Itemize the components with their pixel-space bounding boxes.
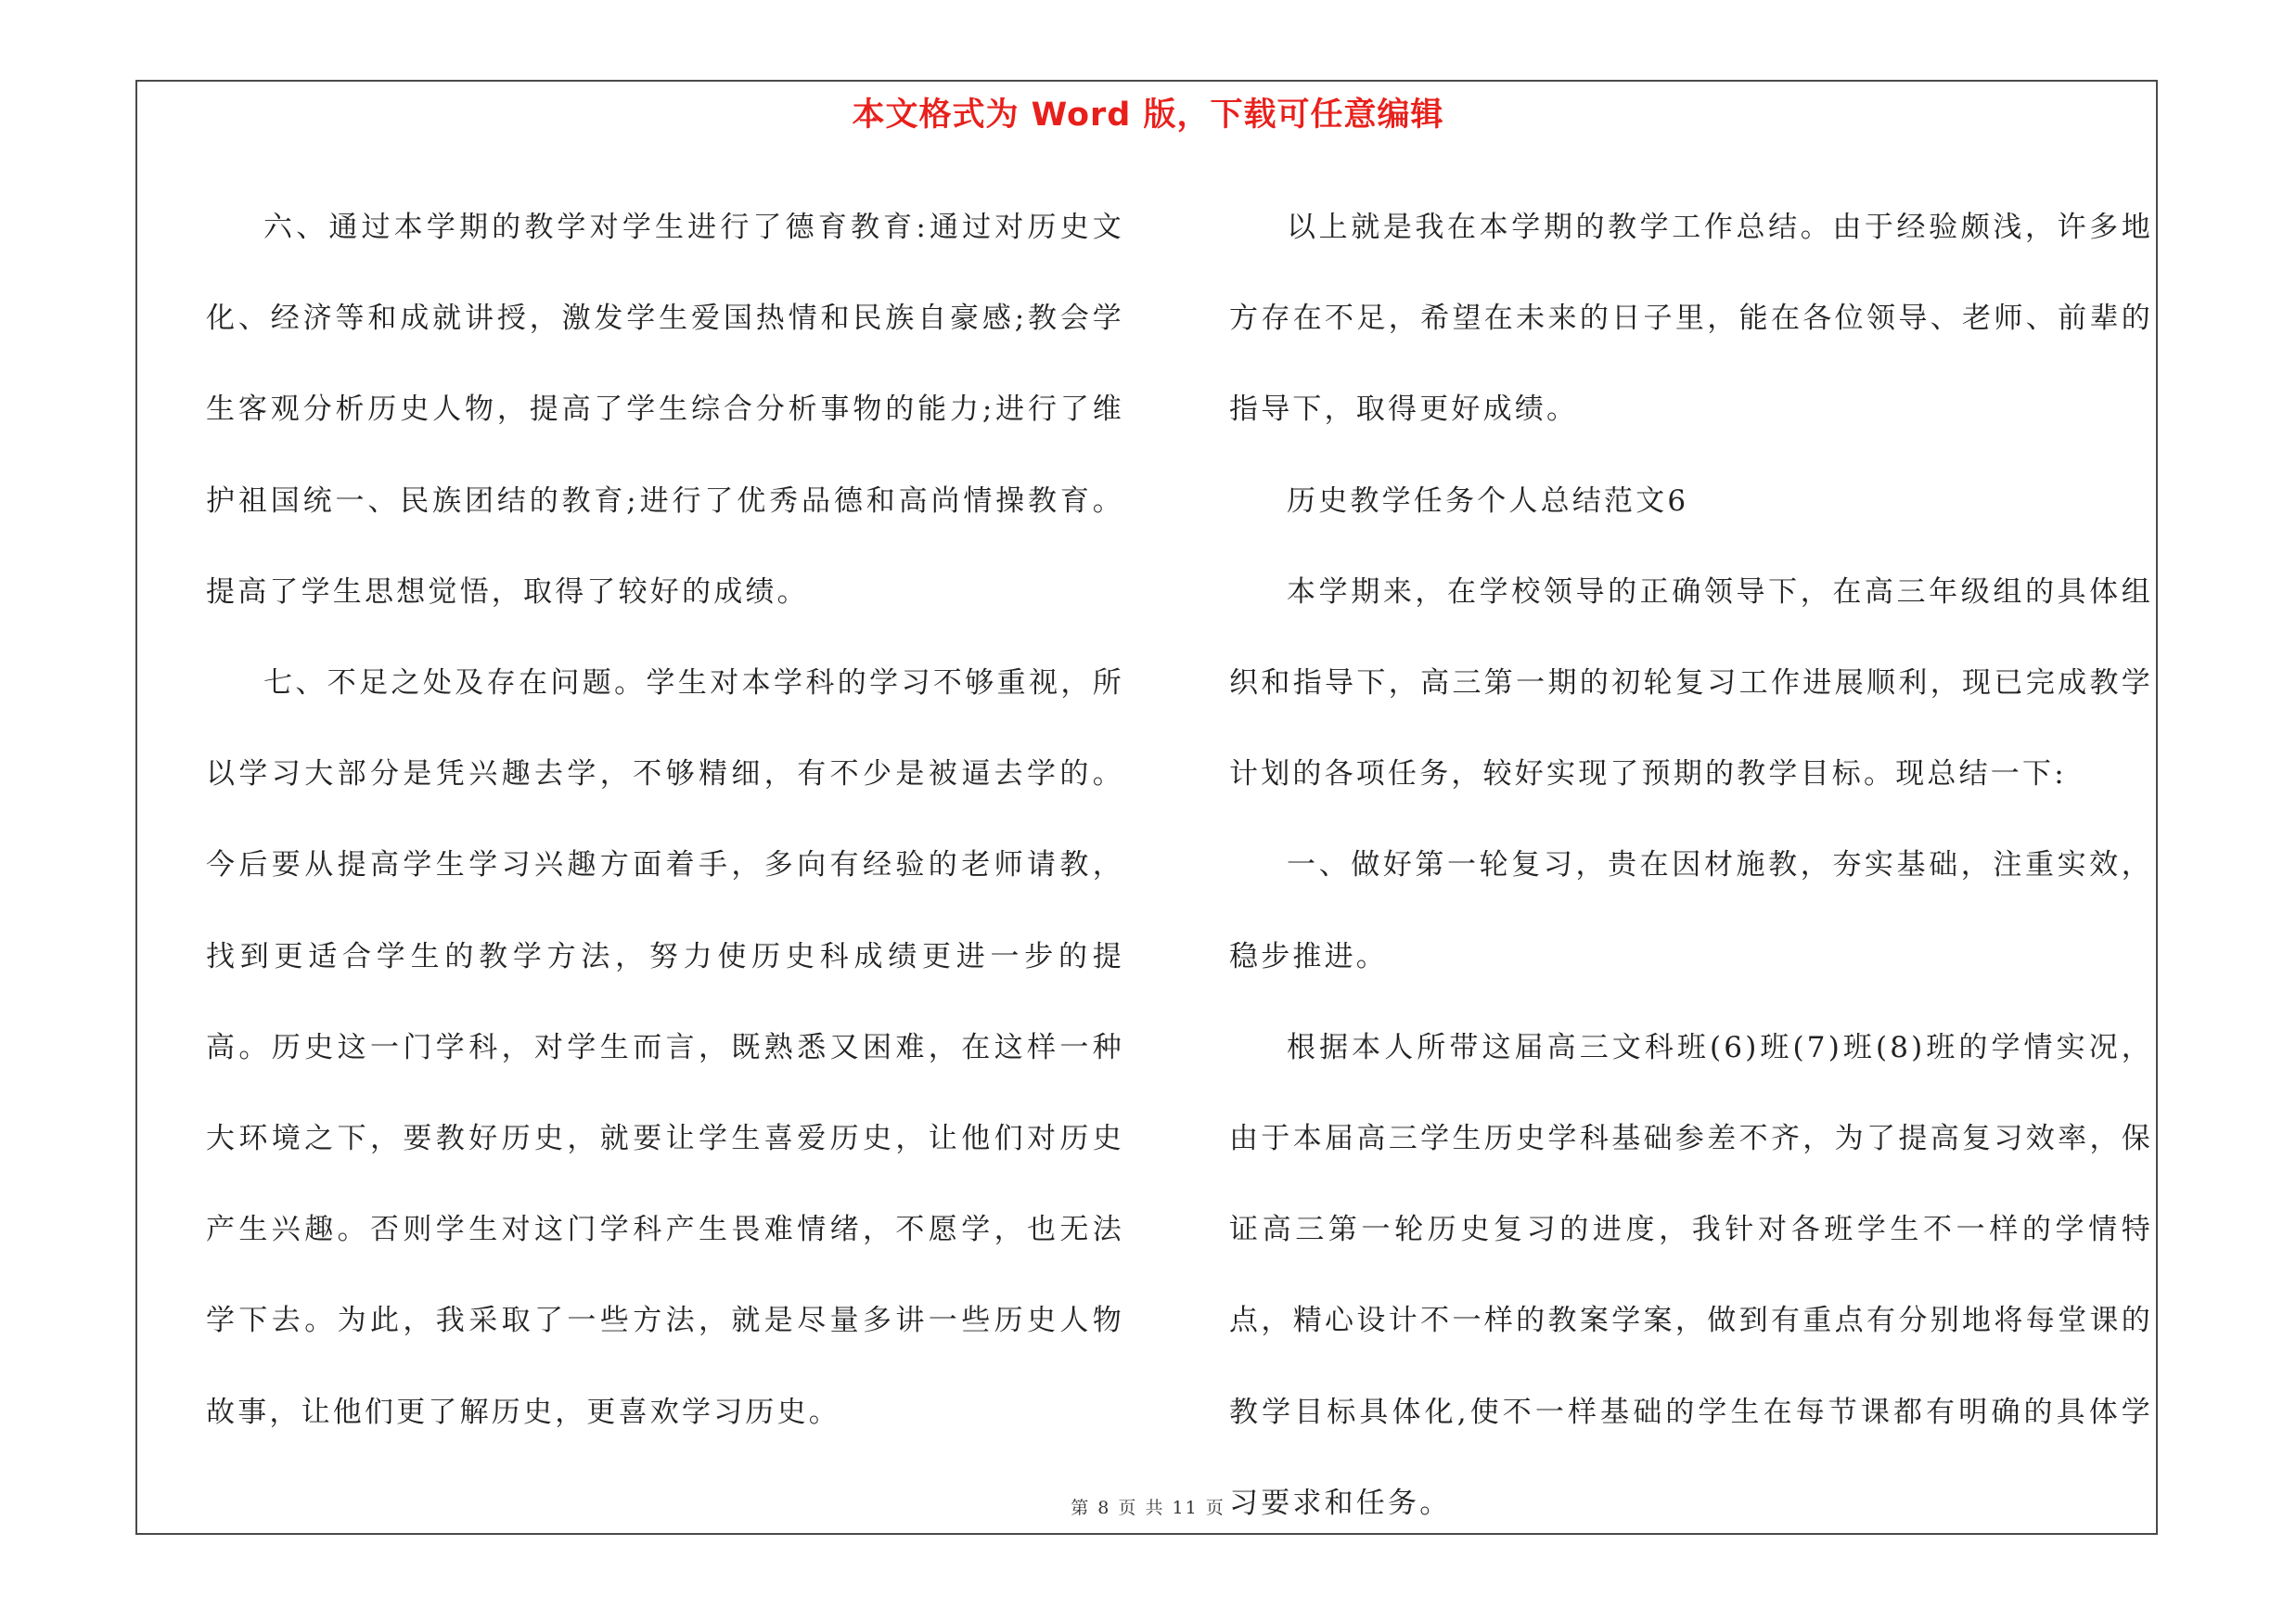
right-paragraph-2: 本学期来，在学校领导的正确领导下，在高三年级组的具体组织和指导下，高三第一期的初轮复习工作进展顺利，现已完成教学计划的各项任务，较好实现了预期的教学目标。现总结一下: (1229, 574, 2153, 792)
left-paragraph-1: 六、通过本学期的教学对学生进行了德育教育:通过对历史文化、经济等和成就讲授，激发学生爱国热情和民族自豪感;教会学生客观分析历史人物，提高了学生综合分析事物的能力;进行了维护祖国统一、民族团结的教育;进行了优秀品德和高尚情操教育。提高了学生思想觉悟，取得了较好的成绩。 (206, 211, 1124, 609)
right-paragraph-4: 根据本人所带这届高三文科班(6)班(7)班(8)班的学情实况，由于本届高三学生历史学科基础参差不齐，为了提高复习效率，保证高三第一轮历史复习的进度，我针对各班学生不一样的学情特点，精心设计不一样的教案学案，做到有重点有分别地将每堂课的教学目标具体化,使不一样基础的学生在每节课都有明确的具体学习要求和任务。 (1229, 1030, 2153, 1520)
page-number-footer: 第 8 页 共 11 页 (1071, 1498, 1225, 1518)
right-paragraph-3: 一、做好第一轮复习，贵在因材施教，夯实基础，注重实效，稳步推进。 (1229, 848, 2153, 973)
left-column (206, 182, 1124, 1458)
right-section-heading: 历史教学任务个人总结范文6 (1287, 483, 1689, 518)
document-header-notice: 本文格式为 Word 版，下载可任意编辑 (852, 97, 1444, 134)
left-paragraph-2: 七、不足之处及存在问题。学生对本学科的学习不够重视，所以学习大部分是凭兴趣去学，不够精细，有不少是被逼去学的。今后要从提高学生学习兴趣方面着手，多向有经验的老师请教，找到更适合学生的教学方法，努力使历史科成绩更进一步的提高。历史这一门学科，对学生而言，既熟悉又困难，在这样一种大环境之下，要教好历史，就要让学生喜爱历史，让他们对历史产生兴趣。否则学生对这门学科产生畏难情绪，不愿学，也无法学下去。为此，我采取了一些方法，就是尽量多讲一些历史人物故事，让他们更了解历史，更喜欢学习历史。 (206, 666, 1124, 1429)
right-paragraph-1: 以上就是我在本学期的教学工作总结。由于经验颇浅，许多地方存在不足，希望在未来的日子里，能在各位领导、老师、前辈的指导下，取得更好成绩。 (1229, 211, 2153, 427)
right-column (1229, 182, 2153, 1549)
